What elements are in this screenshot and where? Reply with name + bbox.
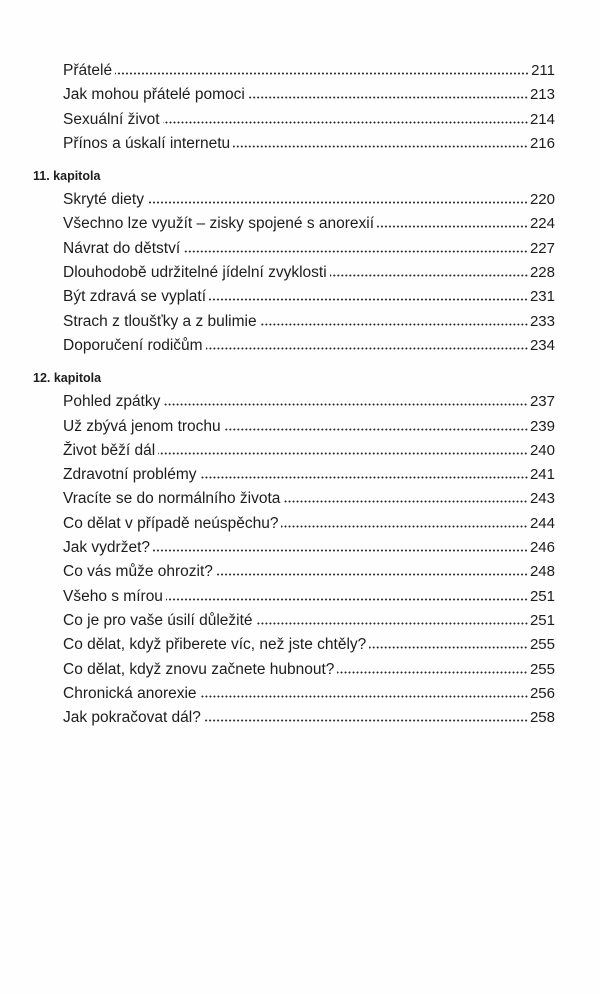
entry-title: Návrat do dětství <box>63 239 181 257</box>
entry-title: Dlouhodobě udržitelné jídelní zvyklosti <box>63 264 327 282</box>
entry-title: Vracíte se do normálního života <box>63 490 281 508</box>
chapter-heading: 12. kapitola <box>33 371 102 386</box>
entry-page-number: 234 <box>529 336 555 354</box>
toc-entry <box>63 682 555 706</box>
entry-title: Být zdravá se vyplatí <box>63 288 207 306</box>
toc-section <box>33 368 555 730</box>
toc-entry <box>63 658 555 682</box>
toc-entry <box>63 560 555 584</box>
toc-entry <box>63 108 555 132</box>
toc-entry <box>63 512 555 536</box>
entry-page-number: 224 <box>529 215 555 233</box>
toc-entry <box>63 706 555 730</box>
entry-page-number: 255 <box>529 660 555 678</box>
entry-title: Pohled zpátky <box>63 393 161 411</box>
toc-entry <box>63 59 555 83</box>
dot-leader <box>256 622 528 625</box>
entry-page-number: 211 <box>531 62 555 79</box>
entry-title: Skryté diety <box>63 191 144 209</box>
toc-section <box>33 166 555 358</box>
entry-title: Jak pokračovat dál? <box>63 709 201 727</box>
entry-page-number: 240 <box>529 441 555 459</box>
entry-page-number: 220 <box>529 191 555 209</box>
dot-leader <box>209 298 528 301</box>
entry-page-number: 248 <box>529 563 555 581</box>
dot-leader <box>163 403 528 406</box>
entry-title: Co vás může ohrozit? <box>63 563 213 581</box>
toc-entry <box>63 212 555 236</box>
dot-leader <box>200 476 528 479</box>
dot-leader <box>369 646 528 649</box>
toc-entry <box>63 463 555 487</box>
entry-page-number: 228 <box>529 264 555 282</box>
toc-entry <box>63 334 555 358</box>
entry-page-number: 244 <box>529 514 555 532</box>
dot-leader <box>206 347 528 350</box>
entry-title: Už zbývá jenom trochu <box>63 417 221 435</box>
entry-page-number: 233 <box>529 312 555 330</box>
entry-page-number: 239 <box>529 417 555 435</box>
toc-entry <box>63 633 555 657</box>
table-of-contents <box>33 59 555 730</box>
toc-entry <box>63 390 555 414</box>
entry-page-number: 241 <box>529 466 555 484</box>
entry-page-number: 214 <box>529 110 555 128</box>
dot-leader <box>183 250 528 253</box>
entry-title: Co dělat, když znovu začnete hubnout? <box>63 660 335 678</box>
toc-entry <box>63 487 555 511</box>
entry-title: Co dělat v případě neúspěchu? <box>63 514 279 532</box>
dot-leader <box>248 96 528 99</box>
toc-entry <box>63 261 555 285</box>
dot-leader <box>224 428 528 431</box>
entry-page-number: 237 <box>529 393 555 411</box>
dot-leader <box>163 121 528 124</box>
entry-title: Zdravotní problémy <box>63 466 197 484</box>
dot-leader <box>337 671 528 674</box>
dot-leader <box>233 145 528 148</box>
dot-leader <box>204 719 528 722</box>
entry-title: Jak mohou přátelé pomoci <box>63 86 245 104</box>
entry-title: Všeho s mírou <box>63 587 163 605</box>
entry-page-number: 256 <box>529 684 555 702</box>
entry-page-number: 258 <box>529 709 555 727</box>
dot-leader <box>153 549 528 552</box>
entry-title: Všechno lze využít – zisky spojené s anorexií <box>63 215 375 233</box>
entry-page-number: 243 <box>529 490 555 508</box>
entry-title: Sexuální život <box>63 110 160 128</box>
entry-title: Přínos a úskalí internetu <box>63 134 231 152</box>
dot-leader <box>260 323 528 326</box>
dot-leader <box>115 72 529 75</box>
toc-entry <box>63 132 555 156</box>
entry-title: Jak vydržet? <box>63 539 151 557</box>
dot-leader <box>330 274 528 277</box>
toc-section <box>33 59 555 156</box>
entry-title: Co je pro vaše úsilí důležité <box>63 611 253 629</box>
toc-entry <box>63 188 555 212</box>
entry-page-number: 216 <box>529 134 555 152</box>
dot-leader <box>200 695 528 698</box>
entry-title: Přátelé <box>63 62 113 79</box>
toc-entry <box>63 439 555 463</box>
toc-entry <box>63 83 555 107</box>
dot-leader <box>283 500 528 503</box>
entry-page-number: 255 <box>529 636 555 654</box>
entry-page-number: 231 <box>529 288 555 306</box>
dot-leader <box>216 573 528 576</box>
entry-title: Strach z tloušťky a z bulimie <box>63 312 257 330</box>
toc-entry <box>63 285 555 309</box>
entry-title: Doporučení rodičům <box>63 336 203 354</box>
dot-leader <box>281 525 528 528</box>
toc-entry <box>63 585 555 609</box>
entry-page-number: 213 <box>529 86 555 104</box>
dot-leader <box>166 598 528 601</box>
chapter-heading: 11. kapitola <box>33 169 101 184</box>
entry-page-number: 227 <box>529 239 555 257</box>
dot-leader <box>158 452 528 455</box>
toc-entry <box>63 415 555 439</box>
entry-title: Život běží dál <box>63 441 156 459</box>
entry-title: Chronická anorexie <box>63 684 197 702</box>
dot-leader <box>377 225 528 228</box>
entry-page-number: 251 <box>529 611 555 629</box>
entry-title: Co dělat, když přiberete víc, než jste chtěly? <box>63 636 367 654</box>
toc-entry <box>63 237 555 261</box>
toc-entry <box>63 609 555 633</box>
toc-entry <box>63 310 555 334</box>
toc-entry <box>63 536 555 560</box>
entry-page-number: 251 <box>529 587 555 605</box>
dot-leader <box>147 201 528 204</box>
entry-page-number: 246 <box>529 539 555 557</box>
